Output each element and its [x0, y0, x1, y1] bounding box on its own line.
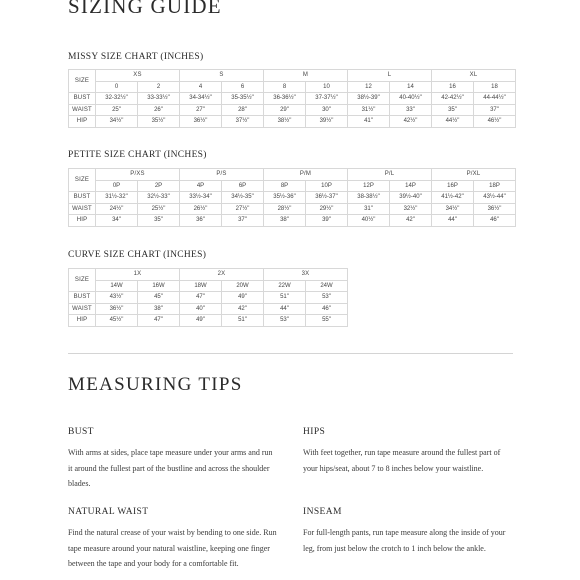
tip-text: Find the natural crease of your waist by bending to one side. Run tape measure around your natural waistline, keeping one finger between the tape and your body for a comfortable fit. [68, 528, 277, 568]
size-label: SIZE [69, 70, 96, 93]
table-cell: 36-36½" [264, 93, 306, 105]
size-header: 18W [180, 280, 222, 292]
table-cell: 36½-37" [306, 192, 348, 204]
group-header: L [348, 70, 432, 82]
table-cell: 31" [348, 203, 390, 215]
curve-size-table [68, 268, 348, 327]
row-label: BUST [69, 93, 96, 105]
table-cell: 34½" [96, 116, 138, 128]
table-row [69, 303, 348, 315]
tip-text: With arms at sides, place tape measure under your arms and run it around the fullest part of the bustline and across the shoulder blades. [68, 448, 273, 488]
size-header: 14 [390, 81, 432, 93]
table-cell: 36½" [96, 303, 138, 315]
row-label: HIP [69, 315, 96, 327]
table-cell: 33-33½" [138, 93, 180, 105]
row-label: WAIST [69, 303, 96, 315]
size-header: 0P [96, 180, 138, 192]
tip-hips [303, 427, 513, 476]
measuring-tips-title: MEASURING TIPS [68, 374, 243, 395]
table-cell: 38-38½" [348, 192, 390, 204]
group-header: 3X [264, 269, 348, 281]
table-cell: 38" [264, 215, 306, 227]
table-cell: 33½-34" [180, 192, 222, 204]
table-cell: 27½" [222, 203, 264, 215]
group-header: P/S [180, 169, 264, 181]
table-cell: 49" [222, 292, 264, 304]
size-label: SIZE [69, 169, 96, 192]
table-cell: 32-32½" [96, 93, 138, 105]
size-header: 18 [474, 81, 516, 93]
table-cell: 25½" [138, 203, 180, 215]
group-header: P/XL [432, 169, 516, 181]
petite-chart-heading: PETITE SIZE CHART (INCHES) [68, 150, 207, 160]
size-header: 2 [138, 81, 180, 93]
table-cell: 37-37½" [306, 93, 348, 105]
table-cell: 34½-35" [222, 192, 264, 204]
table-cell: 31½" [348, 104, 390, 116]
table-cell: 24½" [96, 203, 138, 215]
curve-chart-heading: CURVE SIZE CHART (INCHES) [68, 250, 207, 260]
table-cell: 41½-42" [432, 192, 474, 204]
table-cell: 51" [264, 292, 306, 304]
table-cell: 28" [222, 104, 264, 116]
table-cell: 35" [432, 104, 474, 116]
size-header: 10P [306, 180, 348, 192]
table-cell: 43½" [96, 292, 138, 304]
size-header: 2P [138, 180, 180, 192]
size-header: 14W [96, 280, 138, 292]
size-header: 8 [264, 81, 306, 93]
group-header: P/XS [96, 169, 180, 181]
table-cell: 41" [348, 116, 390, 128]
table-cell: 34-34½" [180, 93, 222, 105]
size-header: 0 [96, 81, 138, 93]
tip-heading: HIPS [303, 427, 326, 437]
group-header: 1X [96, 269, 180, 281]
group-header: P/M [264, 169, 348, 181]
table-cell: 46" [474, 215, 516, 227]
size-label: SIZE [69, 269, 96, 292]
table-cell: 42½" [390, 116, 432, 128]
table-cell: 29" [264, 104, 306, 116]
table-cell: 40" [180, 303, 222, 315]
table-cell: 35½" [138, 116, 180, 128]
table-cell: 34½" [432, 203, 474, 215]
table-cell: 30" [306, 104, 348, 116]
table-cell: 32½" [390, 203, 432, 215]
group-header: P/L [348, 169, 432, 181]
size-header: 12P [348, 180, 390, 192]
table-cell: 26½" [180, 203, 222, 215]
table-cell: 53" [306, 292, 348, 304]
table-cell: 35-35½" [222, 93, 264, 105]
table-cell: 31½-32" [96, 192, 138, 204]
missy-chart-heading: MISSY SIZE CHART (INCHES) [68, 52, 204, 62]
table-row [69, 315, 348, 327]
tip-heading: BUST [68, 427, 94, 437]
size-header: 22W [264, 280, 306, 292]
row-label: WAIST [69, 104, 96, 116]
table-cell: 36½" [180, 116, 222, 128]
table-cell: 27" [180, 104, 222, 116]
table-cell: 33" [390, 104, 432, 116]
group-header: XL [432, 70, 516, 82]
group-header: 2X [180, 269, 264, 281]
row-label: WAIST [69, 203, 96, 215]
table-row [69, 203, 516, 215]
size-header: 16W [138, 280, 180, 292]
row-label: HIP [69, 116, 96, 128]
group-header: M [264, 70, 348, 82]
table-row [69, 215, 516, 227]
table-cell: 55" [306, 315, 348, 327]
size-header: 10 [306, 81, 348, 93]
table-cell: 26" [138, 104, 180, 116]
row-label: BUST [69, 192, 96, 204]
table-row [69, 93, 516, 105]
table-cell: 38" [138, 303, 180, 315]
table-cell: 38½-39" [348, 93, 390, 105]
table-cell: 44" [264, 303, 306, 315]
table-cell: 49" [180, 315, 222, 327]
group-header: XS [96, 70, 180, 82]
table-row [69, 192, 516, 204]
table-cell: 40½" [348, 215, 390, 227]
row-label: BUST [69, 292, 96, 304]
group-header: S [180, 70, 264, 82]
table-cell: 47" [180, 292, 222, 304]
table-cell: 35½-36" [264, 192, 306, 204]
size-header: 14P [390, 180, 432, 192]
size-header: 6P [222, 180, 264, 192]
table-cell: 45" [138, 292, 180, 304]
size-header: 6 [222, 81, 264, 93]
tip-inseam [303, 507, 513, 556]
table-cell: 37" [222, 215, 264, 227]
table-cell: 44-44½" [474, 93, 516, 105]
table-cell: 32½-33" [138, 192, 180, 204]
table-cell: 47" [138, 315, 180, 327]
table-cell: 37½" [222, 116, 264, 128]
table-cell: 42-42½" [432, 93, 474, 105]
table-cell: 36½" [474, 203, 516, 215]
size-header: 4P [180, 180, 222, 192]
tip-text: For full-length pants, run tape measure along the inside of your leg, from just below the crotch to 1 inch below the ankle. [303, 528, 506, 553]
size-header: 16P [432, 180, 474, 192]
table-cell: 53" [264, 315, 306, 327]
table-cell: 51" [222, 315, 264, 327]
table-cell: 38½" [264, 116, 306, 128]
table-cell: 45½" [96, 315, 138, 327]
row-label: HIP [69, 215, 96, 227]
table-cell: 46" [306, 303, 348, 315]
tip-text: With feet together, run tape measure around the fullest part of your hips/seat, about 7 to 8 inches below your waistline. [303, 448, 501, 473]
tip-natural-waist [68, 507, 278, 572]
tip-bust [68, 427, 278, 492]
table-cell: 46½" [474, 116, 516, 128]
missy-size-table [68, 69, 516, 128]
table-cell: 28½" [264, 203, 306, 215]
table-cell: 44" [432, 215, 474, 227]
size-header: 20W [222, 280, 264, 292]
table-cell: 25" [96, 104, 138, 116]
table-cell: 42" [390, 215, 432, 227]
size-header: 12 [348, 81, 390, 93]
table-cell: 39½-40" [390, 192, 432, 204]
page-title: SIZING GUIDE [68, 0, 222, 18]
size-header: 24W [306, 280, 348, 292]
tip-heading: NATURAL WAIST [68, 507, 149, 517]
table-cell: 39½" [306, 116, 348, 128]
table-row [69, 116, 516, 128]
table-cell: 43½-44" [474, 192, 516, 204]
size-header: 4 [180, 81, 222, 93]
table-cell: 36" [180, 215, 222, 227]
table-row [69, 104, 516, 116]
size-header: 8P [264, 180, 306, 192]
section-divider [68, 353, 513, 354]
tip-heading: INSEAM [303, 507, 342, 517]
table-cell: 35" [138, 215, 180, 227]
table-row [69, 292, 348, 304]
petite-size-table [68, 168, 516, 227]
table-cell: 34" [96, 215, 138, 227]
table-cell: 39" [306, 215, 348, 227]
table-cell: 40-40½" [390, 93, 432, 105]
table-cell: 29½" [306, 203, 348, 215]
table-cell: 37" [474, 104, 516, 116]
table-cell: 44½" [432, 116, 474, 128]
size-header: 18P [474, 180, 516, 192]
table-cell: 42" [222, 303, 264, 315]
size-header: 16 [432, 81, 474, 93]
